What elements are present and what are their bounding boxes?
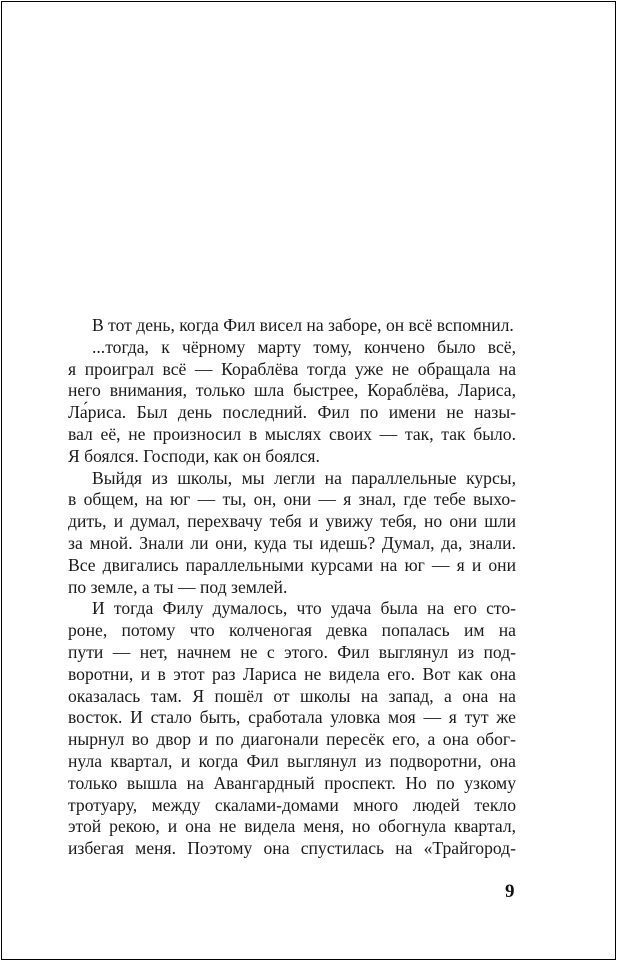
text-line: этой рекою, и она не видела меня, но обогнула квартал, bbox=[68, 816, 516, 837]
text-line: только вышла на Авангардный проспект. Но по узкому bbox=[68, 772, 516, 793]
text-line: дить, и думал, перехвачу тебя и увижу тебя, но они шли bbox=[68, 511, 516, 532]
text-line: Ла́риса. Был день последний. Фил по имени не назы- bbox=[68, 402, 516, 423]
text-line: в общем, на юг — ты, он, они — я знал, где тебе выхо- bbox=[68, 489, 516, 510]
body-text bbox=[68, 315, 516, 860]
text-line: Все двигались параллельными курсами на юг — я и они bbox=[68, 554, 516, 575]
text-line: я проиграл всё — Кораблёва тогда уже не обращала на bbox=[68, 358, 516, 379]
page-number: 9 bbox=[505, 881, 515, 902]
text-line: нырнул во двор и по диагонали пересёк его, а она обог- bbox=[68, 729, 516, 750]
text-line: за мной. Знали ли они, куда ты идешь? Думал, да, знали. bbox=[68, 532, 516, 553]
text-line: восток. И стало быть, сработала уловка моя — я тут же bbox=[68, 707, 516, 728]
text-line: И тогда Филу думалось, что удача была на его сто- bbox=[92, 598, 516, 619]
text-line: Я боялся. Господи, как он боялся. bbox=[68, 445, 320, 466]
text-line: избегая меня. Поэтому она спустилась на «Трайгород- bbox=[68, 838, 516, 859]
text-line: по земле, а ты — под землей. bbox=[68, 576, 288, 597]
text-line: Выйдя из школы, мы легли на параллельные курсы, bbox=[92, 467, 516, 488]
text-line: тротуару, между скалами-домами много людей текло bbox=[68, 794, 516, 815]
text-line: него внимания, только шла быстрее, Кораблёва, Лариса, bbox=[68, 380, 516, 401]
text-line: роне, потому что колченогая девка попалась им на bbox=[68, 620, 516, 641]
text-line: В тот день, когда Фил висел на заборе, он всё вспомнил. bbox=[92, 315, 514, 335]
text-line: оказалась там. Я пошёл от школы на запад, а она на bbox=[68, 685, 516, 706]
text-line: ...тогда, к чёрному марту тому, кончено было всё, bbox=[92, 336, 516, 357]
text-line: вал её, не произносил в мыслях своих — так, так было. bbox=[68, 423, 516, 444]
text-line: воротни, и в этот раз Лариса не видела его. Вот как она bbox=[68, 663, 516, 684]
text-line: нула квартал, и когда Фил выглянул из подворотни, она bbox=[68, 750, 516, 771]
text-line: пути — нет, начнем не с этого. Фил выглянул из под- bbox=[68, 641, 516, 662]
